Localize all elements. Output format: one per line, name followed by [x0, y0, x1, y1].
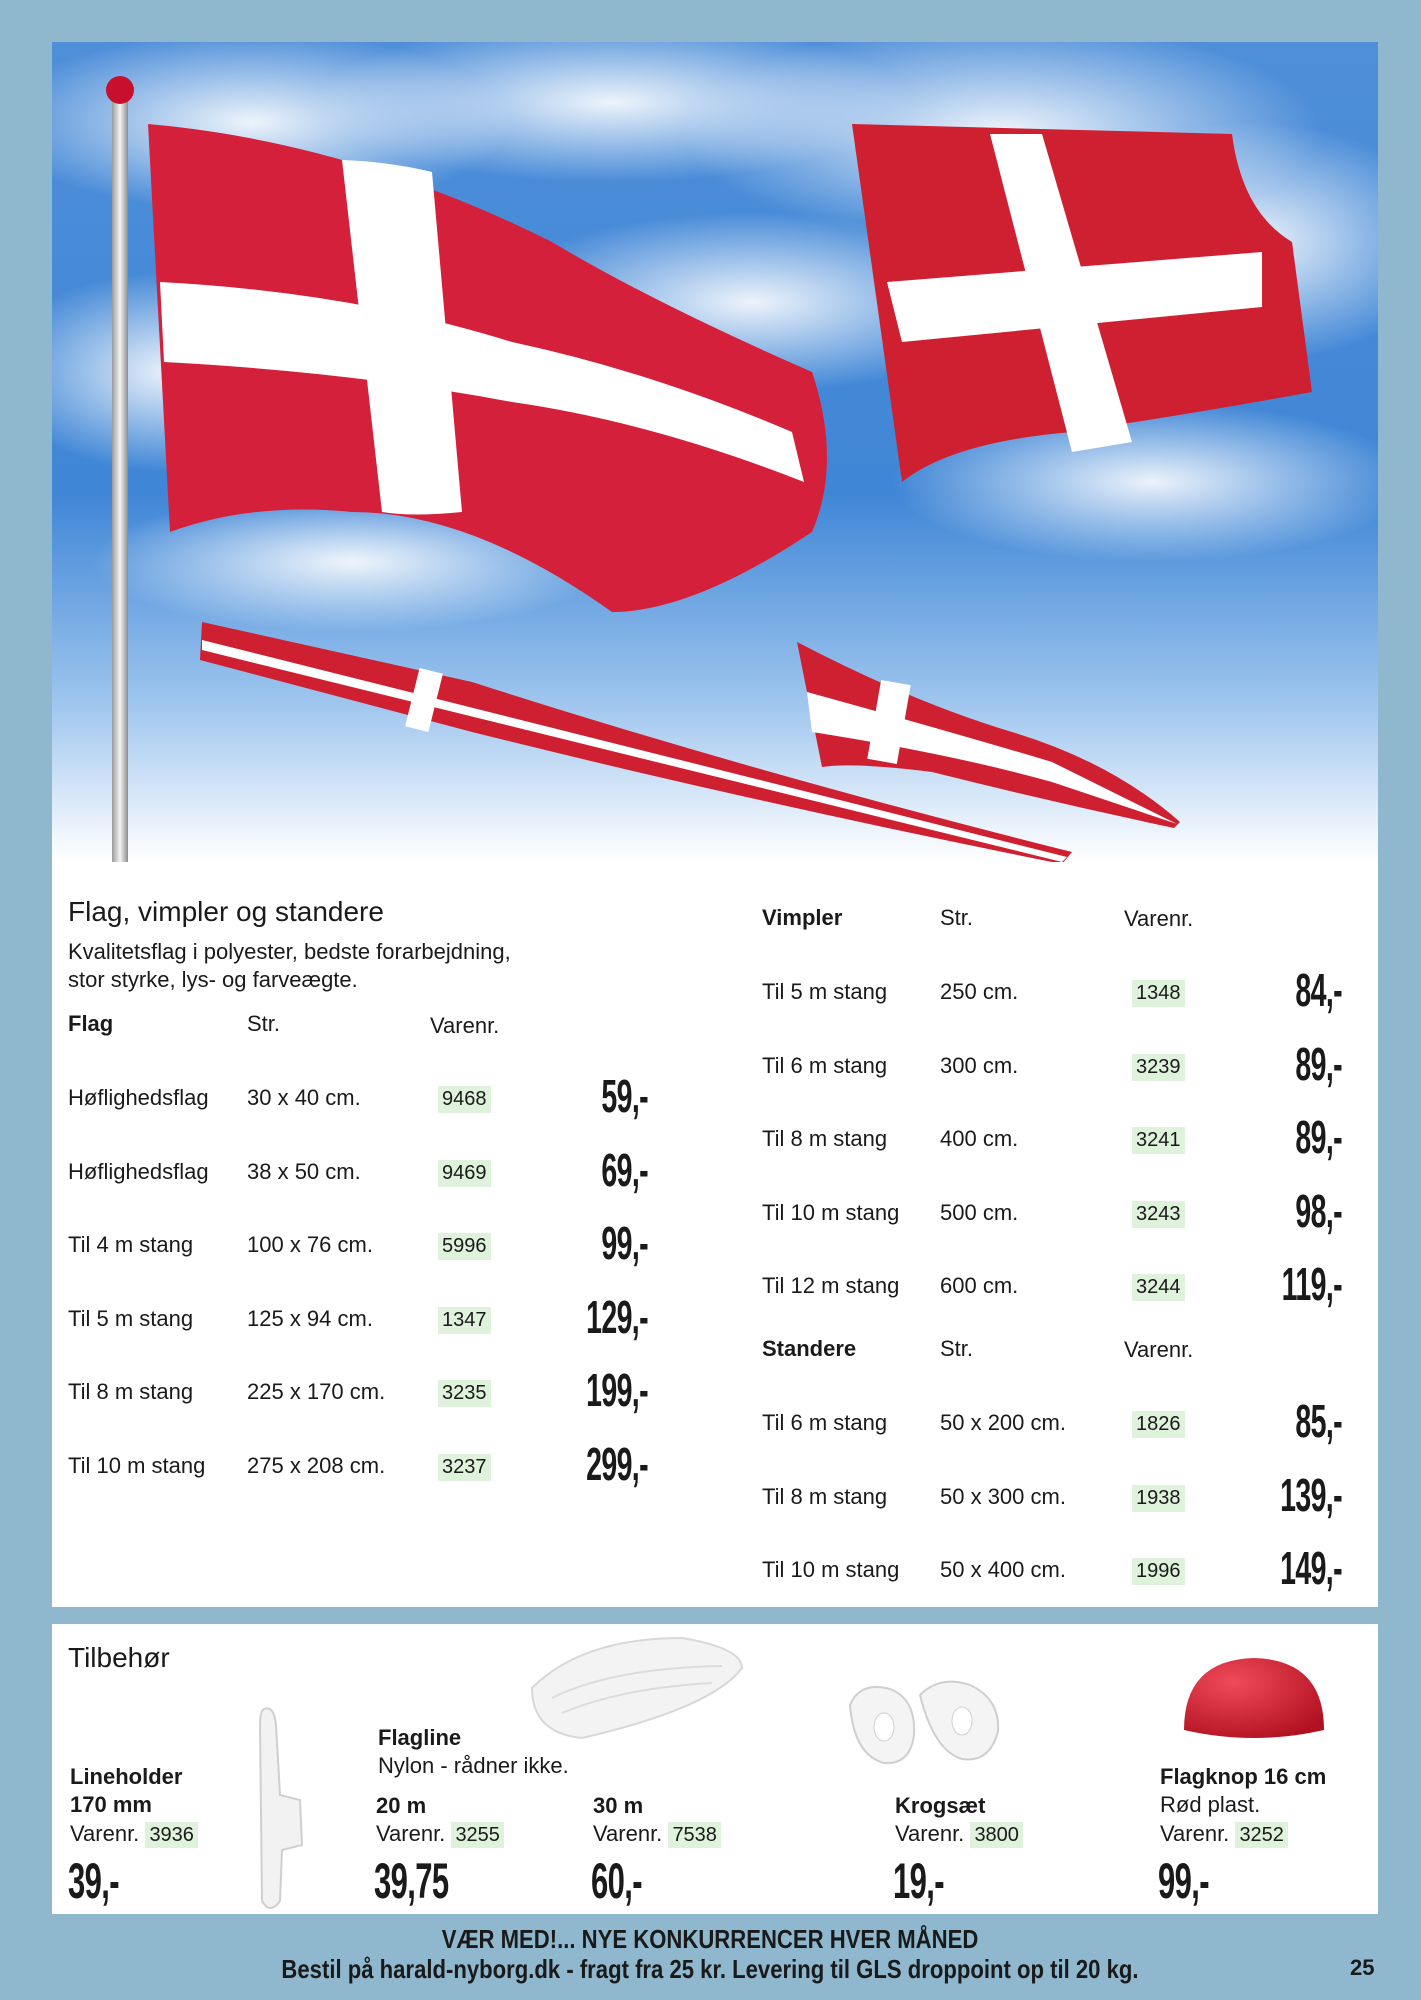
krogsaet-price: 19,- [893, 1853, 944, 1909]
row-name: Til 8 m stang [68, 1379, 194, 1405]
flagline-image [522, 1628, 752, 1748]
row-code: 3243 [1132, 1201, 1185, 1228]
row-code: 9469 [438, 1160, 491, 1187]
row-size: 400 cm. [940, 1126, 1019, 1152]
flagline-20-name: 20 m [376, 1793, 427, 1818]
flagknop-varenr: Varenr. 3252 [1160, 1820, 1288, 1849]
row-name: Til 4 m stang [68, 1232, 194, 1258]
flags-photo [52, 42, 1378, 862]
row-price: 119,- [1281, 1258, 1342, 1311]
row-code: 3235 [438, 1380, 491, 1407]
footer-line-2: Bestil på harald-nyborg.dk - fragt fra 25 kr. Levering til GLS droppoint op til 20 kg. [281, 1954, 1139, 1984]
lineholder-name-1: Lineholder [70, 1764, 183, 1789]
flagknop-price: 99,- [1158, 1853, 1209, 1909]
krogsaet-image [840, 1675, 1010, 1775]
row-name: Til 8 m stang [762, 1126, 888, 1152]
section-title: Flag, vimpler og standere [68, 896, 384, 927]
row-size: 30 x 40 cm. [247, 1085, 361, 1110]
row-size: 50 x 200 cm. [940, 1410, 1066, 1435]
page-number: 25 [1350, 1955, 1375, 1980]
row-name: Til 5 m stang [68, 1305, 194, 1331]
row-code: 1348 [1132, 980, 1185, 1007]
flag-header-code: Varenr. [430, 1013, 500, 1038]
row-size: 300 cm. [940, 1052, 1019, 1078]
row-size: 38 x 50 cm. [247, 1158, 361, 1184]
row-price: 89,- [1295, 1111, 1342, 1164]
row-price: 85,- [1295, 1395, 1342, 1447]
row-code: 1938 [1132, 1485, 1185, 1512]
row-price: 149,- [1280, 1542, 1342, 1595]
row-name: Til 6 m stang [762, 1052, 888, 1078]
row-size: 225 x 170 cm. [247, 1379, 386, 1405]
row-price: 129,- [586, 1290, 648, 1343]
row-name: Til 8 m stang [762, 1483, 888, 1509]
row-price: 89,- [1295, 1037, 1342, 1090]
row-price: 299,- [586, 1438, 648, 1490]
row-price: 59,- [601, 1070, 648, 1122]
flag-header-size: Str. [247, 1011, 281, 1036]
row-name: Til 6 m stang [762, 1410, 888, 1435]
row-code: 3239 [1132, 1054, 1185, 1081]
vimpler-header-name: Vimpler [762, 905, 843, 930]
row-price: 84,- [1295, 964, 1342, 1016]
flagline-30-varenr: Varenr. 7538 [593, 1820, 721, 1849]
flagknop-image [1180, 1650, 1330, 1750]
row-size: 50 x 300 cm. [940, 1483, 1066, 1509]
row-price: 99,- [601, 1217, 648, 1270]
vimpler-header-code: Varenr. [1124, 906, 1194, 931]
row-price: 69,- [601, 1143, 648, 1196]
row-code: 5996 [438, 1233, 491, 1260]
row-name: Til 10 m stang [68, 1453, 206, 1478]
flag-header-name: Flag [68, 1011, 114, 1036]
row-name: Til 5 m stang [762, 979, 888, 1004]
row-size: 500 cm. [940, 1199, 1019, 1225]
footer-line-1: VÆR MED!... NYE KONKURRENCER HVER MÅNED [441, 1924, 979, 1954]
row-name: Høflighedsflag [68, 1158, 209, 1184]
lineholder-name-2: 170 mm [70, 1792, 152, 1817]
flagpole [112, 90, 128, 862]
flagknop-desc: Rød plast. [1160, 1792, 1261, 1817]
row-name: Til 12 m stang [762, 1273, 900, 1299]
lineholder-price: 39,- [68, 1853, 119, 1909]
pole-knob [106, 76, 134, 104]
standere-header-code: Varenr. [1124, 1337, 1194, 1362]
flagline-name: Flagline [378, 1725, 462, 1750]
row-code: 3244 [1132, 1274, 1185, 1301]
krogsaet-varenr: Varenr. 3800 [895, 1820, 1023, 1849]
row-price: 199,- [586, 1364, 648, 1417]
row-code: 9468 [438, 1086, 491, 1113]
vimpler-header-size: Str. [940, 905, 974, 930]
row-name: Til 10 m stang [762, 1199, 900, 1225]
lineholder-image [250, 1705, 310, 1915]
standere-header-name: Standere [762, 1336, 857, 1361]
lineholder-varenr: Varenr. 3936 [70, 1820, 198, 1849]
row-size: 50 x 400 cm. [940, 1557, 1066, 1583]
row-price: 139,- [1280, 1468, 1342, 1521]
row-code: 1347 [438, 1307, 491, 1334]
row-code: 1996 [1132, 1558, 1185, 1585]
section-desc-2: stor styrke, lys- og farveægte. [68, 967, 358, 992]
row-size: 275 x 208 cm. [247, 1453, 386, 1478]
row-name: Høflighedsflag [68, 1085, 209, 1110]
row-code: 3237 [438, 1454, 491, 1481]
row-price: 98,- [1295, 1184, 1342, 1237]
flagline-desc: Nylon - rådner ikke. [378, 1753, 569, 1778]
flagline-30-name: 30 m [593, 1793, 644, 1818]
row-size: 250 cm. [940, 979, 1019, 1004]
flagline-20-varenr: Varenr. 3255 [376, 1820, 504, 1849]
row-name: Til 10 m stang [762, 1557, 900, 1583]
hero-image [52, 42, 1378, 862]
accessories-title: Tilbehør [68, 1642, 170, 1673]
row-size: 100 x 76 cm. [247, 1232, 373, 1258]
row-code: 1826 [1132, 1411, 1185, 1438]
section-desc-1: Kvalitetsflag i polyester, bedste forarbejdning, [68, 939, 511, 964]
row-code: 3241 [1132, 1127, 1185, 1154]
flagknop-name: Flagknop 16 cm [1160, 1764, 1327, 1789]
standere-header-size: Str. [940, 1336, 974, 1361]
flagline-20-price: 39,75 [374, 1853, 449, 1909]
row-size: 125 x 94 cm. [247, 1305, 373, 1331]
flagline-30-price: 60,- [591, 1853, 642, 1909]
row-size: 600 cm. [940, 1273, 1019, 1299]
krogsaet-name: Krogsæt [895, 1793, 986, 1818]
